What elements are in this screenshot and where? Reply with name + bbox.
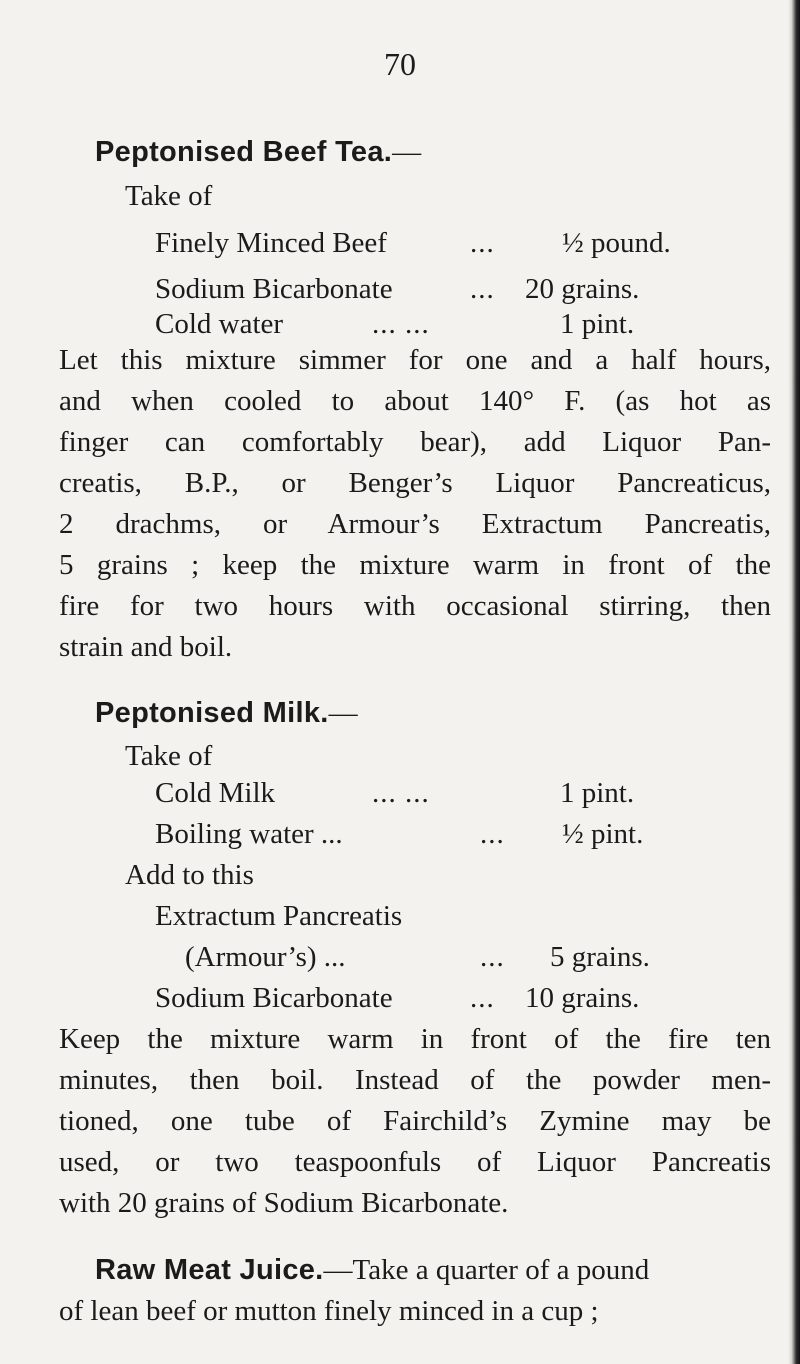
milk-body-line: with 20 grains of Sodium Bicarbonate. bbox=[59, 1187, 509, 1219]
beef-tea-ingredient-name: Cold water bbox=[155, 308, 284, 340]
milk-ingredient-name: Boiling water ... bbox=[155, 818, 343, 850]
beef-tea-ingredient-qty: ½ pound. bbox=[562, 227, 671, 259]
beef-tea-ingredient-name: Finely Minced Beef bbox=[155, 227, 387, 259]
page-edge-shadow bbox=[788, 0, 800, 1364]
milk-extract-line: Extractum Pancreatis bbox=[155, 900, 403, 932]
beef-tea-ingredient-qty: 1 pint. bbox=[560, 308, 635, 340]
beef-tea-body-line: fire for two hours with occasional stirring, then bbox=[59, 590, 771, 622]
milk-body-line: tioned, one tube of Fairchild’s Zymine may be bbox=[59, 1105, 771, 1137]
beef-tea-ingredient-name: Sodium Bicarbonate bbox=[155, 273, 393, 305]
beef-tea-body-line: 2 drachms, or Armour’s Extractum Pancreatis, bbox=[59, 508, 771, 540]
beef-tea-ingredient-dots: ... ... bbox=[372, 308, 430, 340]
meat-juice-first-line-rest: —Take a quarter of a pound bbox=[323, 1254, 650, 1286]
milk-body-line: used, or two teaspoonfuls of Liquor Pancreatis bbox=[59, 1146, 771, 1178]
milk-body-line: minutes, then boil. Instead of the powder men- bbox=[59, 1064, 771, 1096]
milk-title-dash: — bbox=[328, 697, 358, 729]
milk-ingredient-dots: ... bbox=[480, 818, 505, 850]
meat-juice-title: Raw Meat Juice. bbox=[95, 1254, 324, 1286]
beef-tea-title-dash: — bbox=[392, 136, 422, 168]
beef-tea-body-line: and when cooled to about 140° F. (as hot as bbox=[59, 385, 771, 417]
milk-heading bbox=[95, 697, 358, 730]
meat-juice-body-line: of lean beef or mutton finely minced in a cup ; bbox=[59, 1295, 599, 1327]
beef-tea-ingredient-dots: ... bbox=[470, 227, 495, 259]
beef-tea-body-line: creatis, B.P., or Benger’s Liquor Pancreaticus, bbox=[59, 467, 771, 499]
beef-tea-heading bbox=[95, 136, 421, 169]
page-number: 70 bbox=[384, 46, 416, 82]
milk-extract-ingredient-qty: 5 grains. bbox=[550, 941, 650, 973]
beef-tea-ingredient-qty: 20 grains. bbox=[525, 273, 640, 305]
beef-tea-body-line: 5 grains ; keep the mixture warm in front of the bbox=[59, 549, 771, 581]
beef-tea-body-line: finger can comfortably bear), add Liquor Pan- bbox=[59, 426, 771, 458]
beef-tea-ingredient-dots: ... bbox=[470, 273, 495, 305]
milk-ingredient-qty: 1 pint. bbox=[560, 777, 635, 809]
milk-add-to-this: Add to this bbox=[125, 859, 254, 891]
milk-extract-ingredient-dots: ... bbox=[480, 941, 505, 973]
milk-extract-ingredient-name: Sodium Bicarbonate bbox=[155, 982, 393, 1014]
meat-juice-first-line bbox=[95, 1250, 649, 1290]
milk-ingredient-name: Cold Milk bbox=[155, 777, 276, 809]
beef-tea-take-of: Take of bbox=[125, 180, 213, 212]
milk-extract-ingredient-qty: 10 grains. bbox=[525, 982, 640, 1014]
milk-ingredient-qty: ½ pint. bbox=[562, 818, 644, 850]
milk-title: Peptonised Milk. bbox=[95, 697, 329, 729]
milk-take-of: Take of bbox=[125, 740, 213, 772]
milk-body-line: Keep the mixture warm in front of the fire ten bbox=[59, 1023, 771, 1055]
milk-ingredient-dots: ... ... bbox=[372, 777, 430, 809]
milk-extract-ingredient-name: (Armour’s) ... bbox=[185, 941, 346, 973]
beef-tea-body-line: strain and boil. bbox=[59, 631, 233, 663]
beef-tea-body-line: Let this mixture simmer for one and a half hours, bbox=[59, 344, 771, 376]
beef-tea-title: Peptonised Beef Tea. bbox=[95, 136, 393, 168]
milk-extract-ingredient-dots: ... bbox=[470, 982, 495, 1014]
